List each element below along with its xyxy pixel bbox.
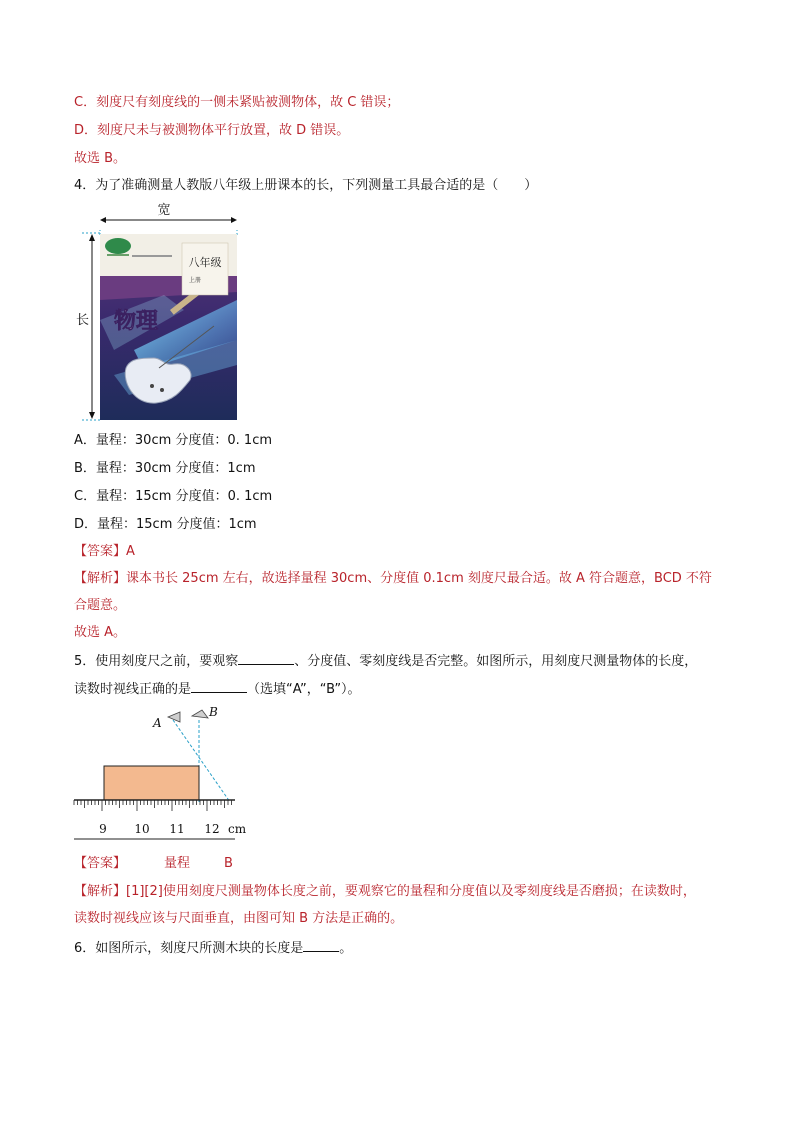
q4-textbook-figure [74,200,249,425]
q4-option-a: A．量程：30cm 分度值：0. 1cm [74,433,273,448]
q5-blank-1 [238,651,294,665]
q5-question-line2: 读数时视线正确的是 （选填“A”，“B”）。 [74,679,361,699]
book-grade-text: 八年级 [188,256,222,269]
q4-question: 4．为了准确测量人教版八年级上册课本的长，下列测量工具最合适的是（ ） [74,178,538,193]
prev-choose-line: 故选 B。 [74,151,127,166]
prev-option-d-explanation: D．刻度尺未与被测物体平行放置，故 D 错误。 [74,123,350,138]
tick-label-11: 11 [169,822,185,836]
q4-option-b: B．量程：30cm 分度值：1cm [74,461,256,476]
q5-blank-2 [191,679,247,693]
textbook-cover-illustration [74,200,249,425]
q4-analysis-line1: 【解析】课本书长 25cm 左右，故选择量程 30cm、分度值 0.1cm 刻度尺最合适。故 A 符合题意，BCD 不符 [74,571,712,586]
q5-answer: 【答案】 量程 B [74,856,233,871]
book-volume-text: 上册 [189,277,202,284]
tick-label-10: 10 [134,822,150,836]
prev-option-c-explanation: C．刻度尺有刻度线的一侧未紧贴被测物体，故 C 错误； [74,95,400,110]
q4-analysis-line2: 合题意。 [74,598,127,613]
book-title-text: 物理 [114,308,159,334]
label-a: A [153,716,162,730]
q5-analysis-line2: 读数时视线应该与尺面垂直，由图可知 B 方法是正确的。 [74,911,404,926]
q4-option-c: C．量程：15cm 分度值：0. 1cm [74,489,273,504]
ruler-reading-illustration [70,702,260,844]
eye-a-icon [168,712,180,722]
q6-blank [303,938,339,952]
q4-choose-line: 故选 A。 [74,625,127,640]
eye-b-icon [192,710,208,718]
q5-question-line1: 5．使用刻度尺之前，要观察 、分度值、零刻度线是否完整。如图所示，用刻度尺测量物体的长度， [74,651,697,671]
unit-label: cm [228,822,247,836]
tick-label-9: 9 [99,822,107,836]
q5-ruler-figure [70,702,260,844]
label-b: B [209,705,218,719]
q6-question: 6．如图所示，刻度尺所测木块的长度是 。 [74,938,352,958]
q5-analysis-line1: 【解析】[1][2]使用刻度尺测量物体长度之前，要观察它的量程和分度值以及零刻度线是否磨损；在读数时， [74,884,696,899]
tick-label-12: 12 [204,822,220,836]
length-label: 长 [76,313,90,328]
width-label: 宽 [157,203,171,218]
q4-option-d: D．量程：15cm 分度值：1cm [74,517,257,532]
q4-answer: 【答案】A [74,544,135,559]
